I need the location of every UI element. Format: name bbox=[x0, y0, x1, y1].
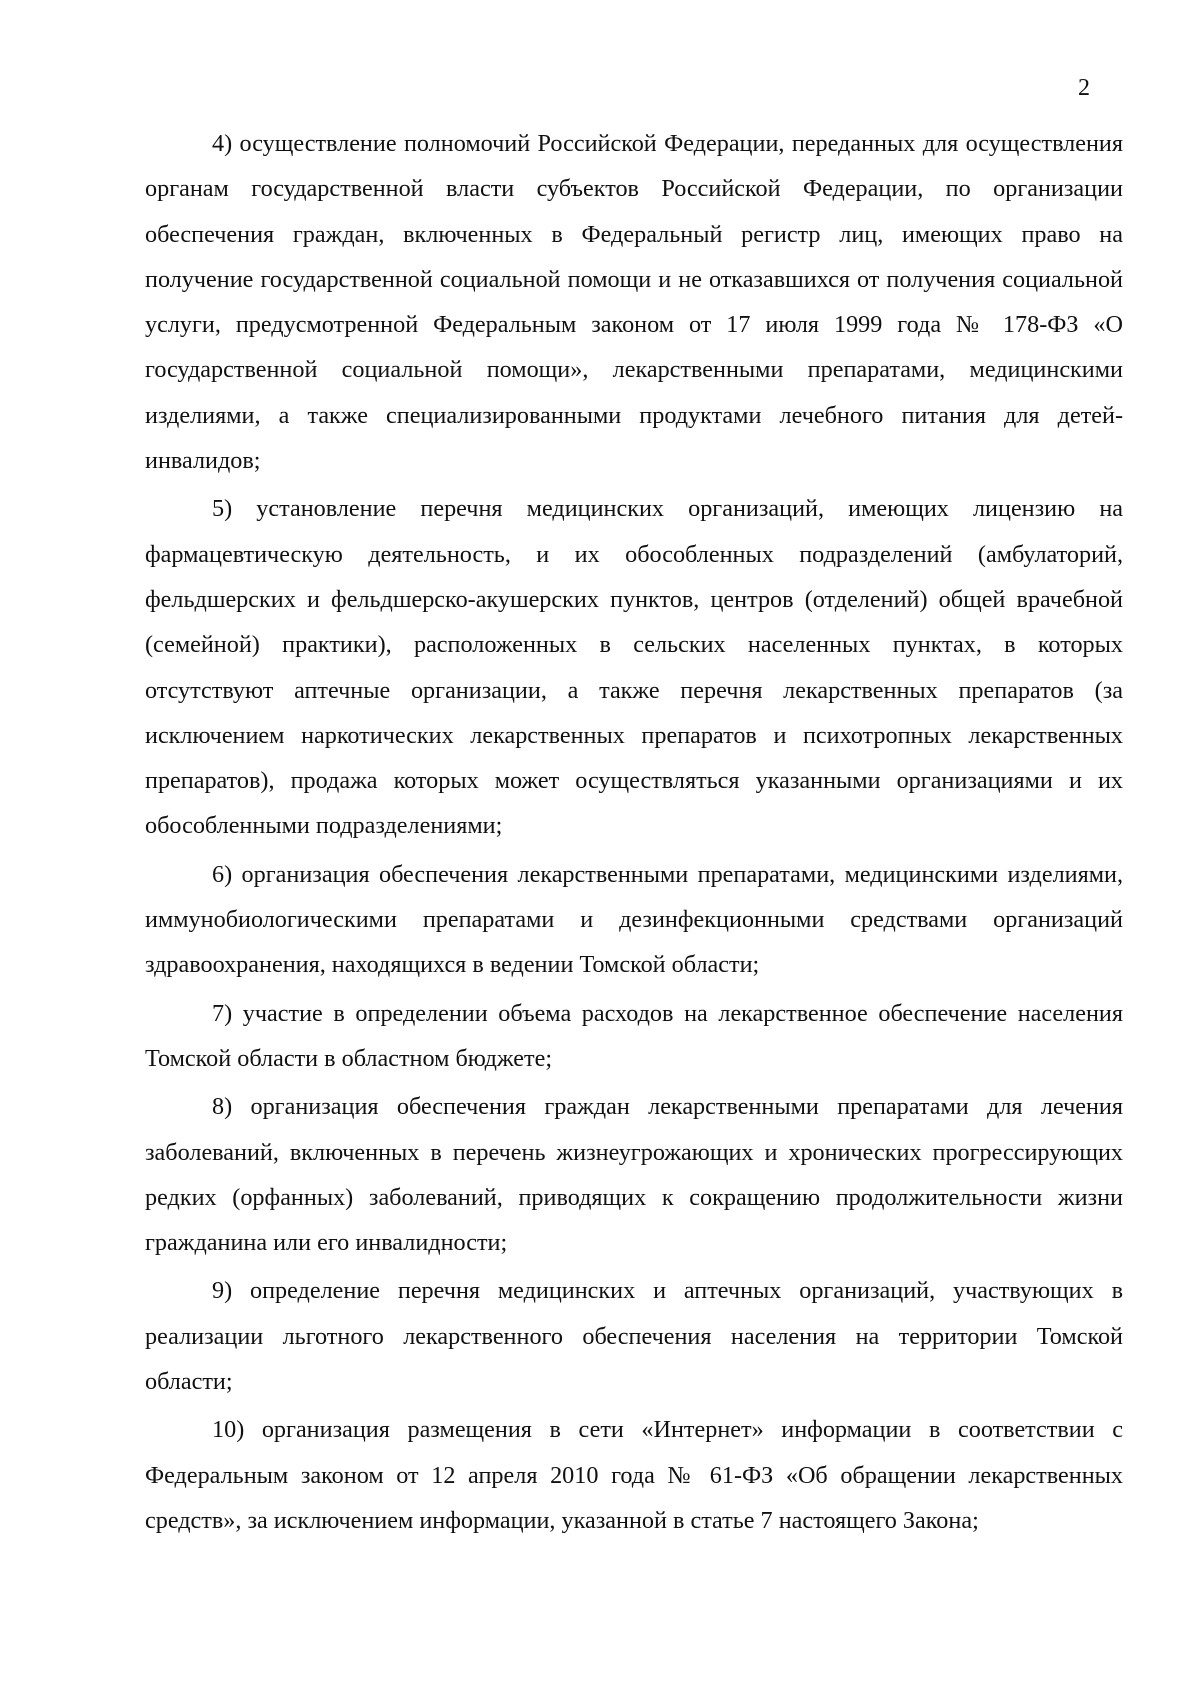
paragraph-item-8: 8) организация обеспечения граждан лекарственными препаратами для лечения заболеваний, включенных в перечень жизнеугрожающих и хронических прогрессирующих редких (орфанных) заболеваний, приводящих к сокращению продолжительности жизни гражданина или его инвалидности; bbox=[145, 1093, 1123, 1257]
page-number: 2 bbox=[1078, 75, 1090, 101]
paragraph-item-9: 9) определение перечня медицинских и аптечных организаций, участвующих в реализации льготного лекарственного обеспечения населения на территории Томской области; bbox=[145, 1277, 1123, 1396]
paragraph-item-6: 6) организация обеспечения лекарственными препаратами, медицинскими изделиями, иммунобиологическими препаратами и дезинфекционными средствами организаций здравоохранения, находящихся в ведении Томской области; bbox=[145, 860, 1123, 979]
paragraph-item-5: 5) установление перечня медицинских организаций, имеющих лицензию на фармацевтическую деятельность, и их обособленных подразделений (амбулаторий, фельдшерских и фельдшерско-акушерских пунктов, центров (отделений) общей врачебной (семейной) практики), расположенных в сельских населенных пунктах, в которых отсутствуют аптечные организации, а также перечня лекарственных препаратов (за исключением наркотических лекарственных препаратов и психотропных лекарственных препаратов), продажа которых может осуществляться указанными организациями и их обособленными подразделениями; bbox=[145, 495, 1123, 840]
paragraph-item-10: 10) организация размещения в сети «Интернет» информации в соответствии с Федеральным законом от 12 апреля 2010 года № 61-ФЗ «Об обращении лекарственных средств», за исключением информации, указанной в статье 7 настоящего Закона; bbox=[145, 1416, 1123, 1534]
document-body bbox=[145, 121, 1123, 1546]
paragraph-item-4: 4) осуществление полномочий Российской Федерации, переданных для осуществления органам государственной власти субъектов Российской Федерации, по организации обеспечения граждан, включенных в Федеральный регистр лиц, имеющих право на получение государственной социальной помощи и не отказавшихся от получения социальной услуги, предусмотренной Федеральным законом от 17 июля 1999 года № 178-ФЗ «О государственной социальной помощи», лекарственными препаратами, медицинскими изделиями, а также специализированными продуктами лечебного питания для детей-инвалидов; bbox=[145, 130, 1123, 475]
paragraph-item-7: 7) участие в определении объема расходов на лекарственное обеспечение населения Томской области в областном бюджете; bbox=[145, 999, 1123, 1072]
